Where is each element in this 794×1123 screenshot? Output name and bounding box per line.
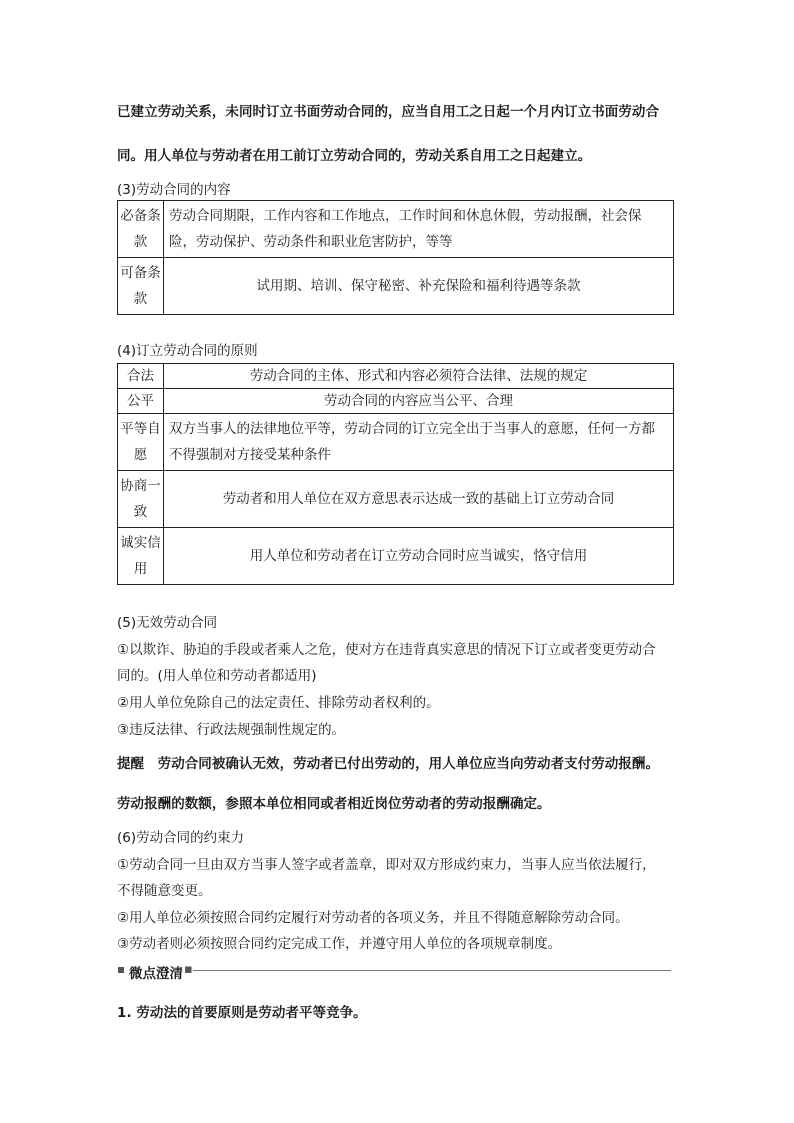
section-6-heading: (6)劳动合同的约束力 bbox=[117, 830, 245, 846]
intro-line-1: 已建立劳动关系，未同时订立书面劳动合同的，应当自用工之日起一个月内订立书面劳动合 bbox=[117, 104, 659, 120]
dot-separator-icon: ▪ bbox=[184, 962, 193, 977]
section-5-heading: (5)无效劳动合同 bbox=[117, 615, 218, 631]
section-6-item-1-line-2: 不得随意变更。 bbox=[117, 883, 212, 899]
row-text: 试用期、培训、保守秘密、补充保险和福利待遇等条款 bbox=[164, 258, 674, 315]
table-row bbox=[118, 414, 674, 471]
table-row bbox=[118, 364, 674, 389]
intro-line-2: 同。用人单位与劳动者在用工前订立劳动合同的，劳动关系自用工之日起建立。 bbox=[117, 148, 592, 164]
clarify-divider bbox=[117, 962, 673, 980]
section-6-item-1-line-1: ①劳动合同一旦由双方当事人签字或者盖章，即对双方形成约束力，当事人应当依法履行， bbox=[117, 857, 656, 873]
row-text: 双方当事人的法律地位平等，劳动合同的订立完全出于当事人的意愿，任何一方都不得强制对方接受某种条件 bbox=[164, 414, 674, 471]
contract-principles-table bbox=[117, 363, 674, 585]
row-key: 公平 bbox=[118, 389, 164, 414]
table-row bbox=[118, 258, 674, 315]
row-key: 平等自愿 bbox=[118, 414, 164, 471]
section-6-item-2: ②用人单位必须按照合同约定履行对劳动者的各项义务，并且不得随意解除劳动合同。 bbox=[117, 910, 629, 926]
section-6-item-3: ③劳动者则必须按照合同约定完成工作，并遵守用人单位的各项规章制度。 bbox=[117, 936, 562, 952]
section-3-heading: (3)劳动合同的内容 bbox=[117, 182, 231, 198]
table-row bbox=[118, 528, 674, 585]
table-row bbox=[118, 471, 674, 528]
tip-line-1: 提醒 劳动合同被确认无效，劳动者已付出劳动的，用人单位应当向劳动者支付劳动报酬。 bbox=[117, 756, 659, 772]
row-key: 合法 bbox=[118, 364, 164, 389]
row-text: 用人单位和劳动者在订立劳动合同时应当诚实，恪守信用 bbox=[164, 528, 674, 585]
divider-line bbox=[193, 970, 671, 971]
table-row bbox=[118, 201, 674, 258]
row-key: 必备条款 bbox=[118, 201, 164, 258]
row-key: 诚实信用 bbox=[118, 528, 164, 585]
row-text: 劳动合同的内容应当公平、合理 bbox=[164, 389, 674, 414]
clarify-label: 微点澄清 bbox=[129, 966, 183, 982]
clarify-question-1: 1. 劳动法的首要原则是劳动者平等竞争。 bbox=[117, 1005, 367, 1021]
row-text: 劳动合同期限，工作内容和工作地点，工作时间和休息休假，劳动报酬，社会保险，劳动保护、劳动条件和职业危害防护，等等 bbox=[164, 201, 674, 258]
section-4-heading: (4)订立劳动合同的原则 bbox=[117, 343, 258, 359]
row-text: 劳动者和用人单位在双方意思表示达成一致的基础上订立劳动合同 bbox=[164, 471, 674, 528]
section-5-item-1-line-1: ①以欺诈、胁迫的手段或者乘人之危，使对方在违背真实意思的情况下订立或者变更劳动合 bbox=[117, 642, 656, 658]
row-key: 协商一致 bbox=[118, 471, 164, 528]
row-key: 可备条款 bbox=[118, 258, 164, 315]
section-5-item-2: ②用人单位免除自己的法定责任、排除劳动者权利的。 bbox=[117, 695, 440, 711]
table-row bbox=[118, 389, 674, 414]
tip-line-2: 劳动报酬的数额，参照本单位相同或者相近岗位劳动者的劳动报酬确定。 bbox=[117, 796, 551, 812]
section-5-item-1-line-2: 同的。(用人单位和劳动者都适用) bbox=[117, 668, 317, 684]
contract-content-table bbox=[117, 200, 674, 315]
section-5-item-3: ③违反法律、行政法规强制性规定的。 bbox=[117, 722, 346, 738]
square-bullet-icon bbox=[118, 967, 124, 973]
row-text: 劳动合同的主体、形式和内容必须符合法律、法规的规定 bbox=[164, 364, 674, 389]
